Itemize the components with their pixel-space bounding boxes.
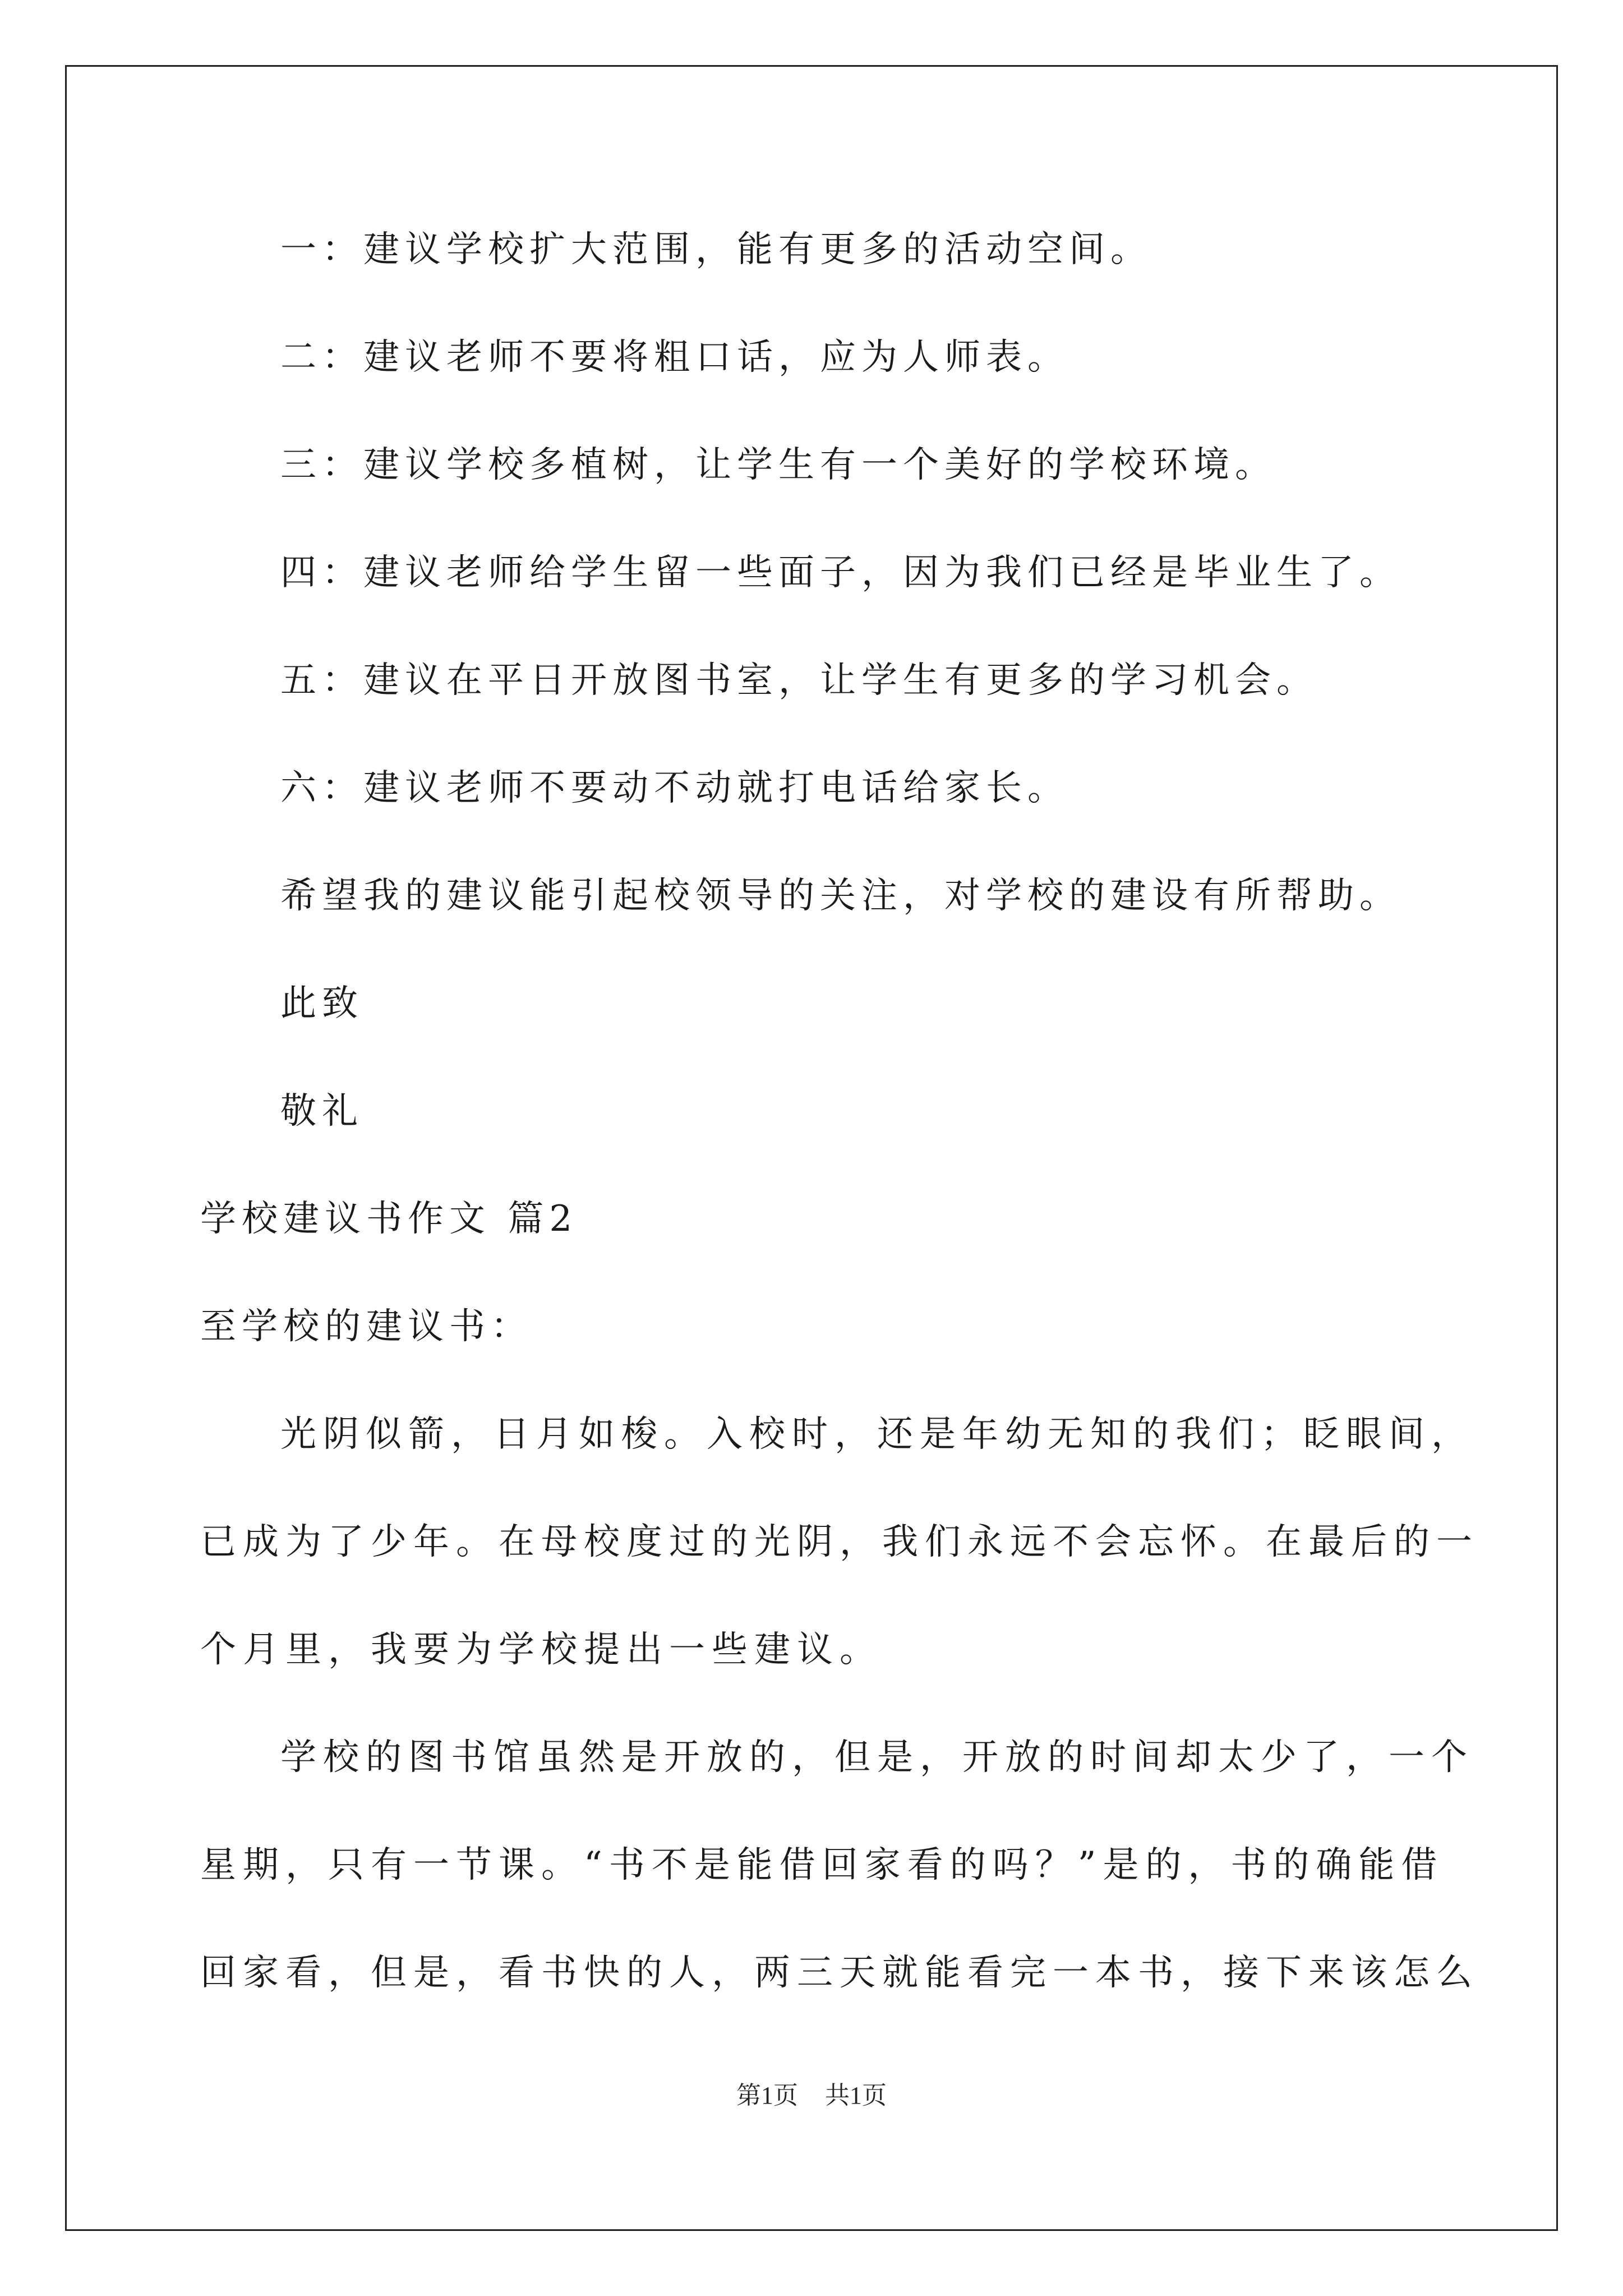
paragraph-closing-hope: 希望我的建议能引起校领导的关注，对学校的建设有所帮助。: [280, 875, 1401, 917]
paragraph-suggestion-3: 三：建议学校多植树，让学生有一个美好的学校环境。: [280, 444, 1276, 486]
paragraph-line: 回家看，但是，看书快的人，两三天就能看完一本书，接下来该怎么: [200, 1952, 1479, 1994]
page-number-total: 共1页: [825, 2082, 887, 2109]
page-footer: [0, 2083, 1623, 2108]
paragraph-line: 个月里，我要为学校提出一些建议。: [200, 1629, 882, 1671]
salutation-cizhi: 此致: [280, 983, 363, 1024]
paragraph-suggestion-6: 六：建议老师不要动不动就打电话给家长。: [280, 767, 1069, 809]
page-number-current: 第1页: [736, 2082, 798, 2109]
paragraph-line: 星期，只有一节课。“书不是能借回家看的吗？”是的，书的确能借: [200, 1844, 1444, 1886]
paragraph-line: 光阴似箭，日月如梭。入校时，还是年幼无知的我们；眨眼间，: [280, 1414, 1474, 1455]
letter-addressee: 至学校的建议书：: [200, 1306, 532, 1347]
paragraph-suggestion-4: 四：建议老师给学生留一些面子，因为我们已经是毕业生了。: [280, 552, 1401, 593]
salutation-jingli: 敬礼: [280, 1091, 363, 1132]
section-heading: 学校建议书作文 篇2: [200, 1198, 578, 1240]
paragraph-suggestion-1: 一：建议学校扩大范围，能有更多的活动空间。: [280, 229, 1152, 270]
paragraph-line: 学校的图书馆虽然是开放的，但是，开放的时间却太少了，一个: [280, 1737, 1474, 1778]
paragraph-line: 已成为了少年。在母校度过的光阴，我们永远不会忘怀。在最后的一: [200, 1521, 1479, 1563]
page-frame: [65, 65, 1558, 2231]
paragraph-suggestion-5: 五：建议在平日开放图书室，让学生有更多的学习机会。: [280, 660, 1318, 701]
paragraph-suggestion-2: 二：建议老师不要将粗口话，应为人师表。: [280, 337, 1069, 378]
